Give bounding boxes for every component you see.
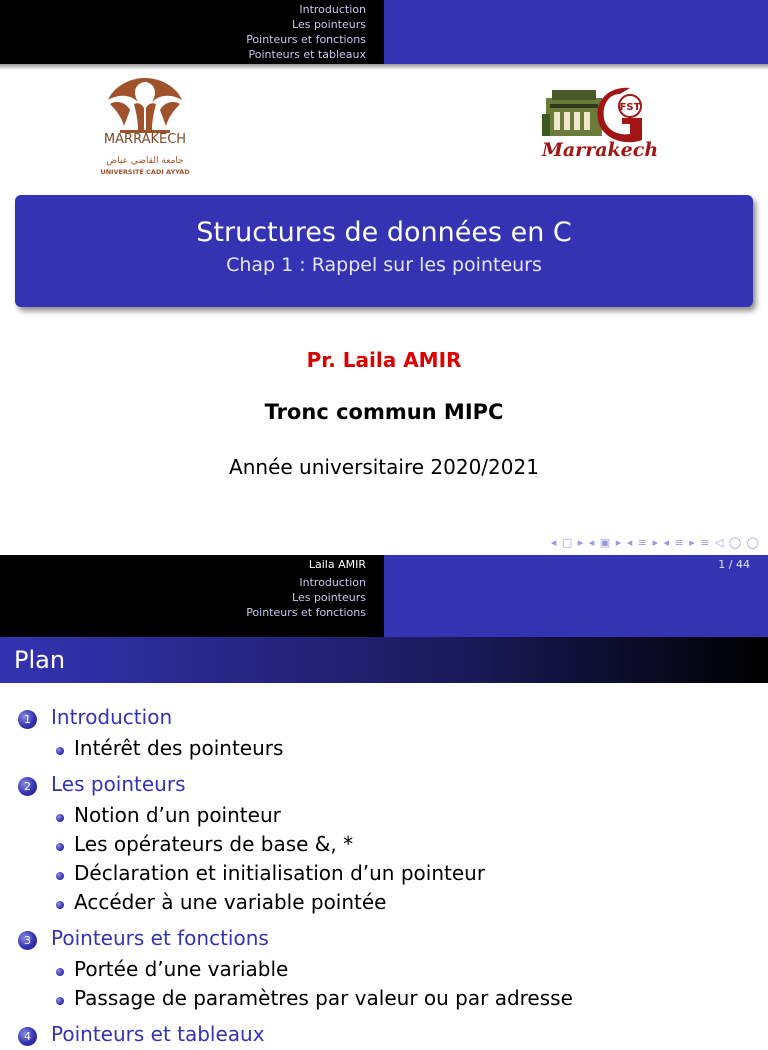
fst-logo	[538, 84, 662, 162]
toc-subsection[interactable]	[16, 954, 756, 983]
toc-subsection[interactable]	[16, 887, 756, 916]
toc-subsection-title: Déclaration et initialisation d’un pointeur	[74, 861, 486, 885]
toc-section[interactable]	[16, 924, 756, 954]
toc-subsection-title: Notion d’un pointeur	[74, 803, 281, 827]
presentation-title: Structures de données en C	[196, 217, 572, 248]
fst-building-icon	[538, 84, 662, 162]
svg-text:Marrakech: Marrakech	[541, 139, 659, 161]
table-of-contents	[16, 703, 756, 1050]
svg-text:MARRAKECH: MARRAKECH	[103, 132, 187, 147]
toc-subsection-title: Accéder à une variable pointée	[74, 890, 387, 914]
headline-shadow	[0, 64, 768, 70]
section-nav	[0, 555, 384, 619]
bullet-icon	[56, 901, 64, 909]
page-number: 1 / 44	[718, 558, 750, 571]
toc-section-title: Introduction	[51, 705, 173, 729]
toc-subsection-title: Passage de paramètres par valeur ou par adresse	[74, 986, 573, 1010]
bullet-icon	[56, 872, 64, 880]
toc-subsection[interactable]	[16, 800, 756, 829]
svg-text:جامعة القاضي عياض: جامعة القاضي عياض	[106, 156, 184, 166]
headline-right	[384, 555, 768, 639]
bullet-icon	[56, 843, 64, 851]
toc-subsection[interactable]	[16, 858, 756, 887]
plan-slide	[0, 555, 768, 1046]
bullet-icon	[56, 968, 64, 976]
headline-right	[384, 0, 768, 64]
svg-text:UNIVERSITÉ CADI AYYAD: UNIVERSITÉ CADI AYYAD	[100, 168, 190, 176]
frame-title-bar	[0, 637, 768, 683]
university-logo	[100, 74, 190, 178]
presentation-subtitle: Chap 1 : Rappel sur les pointeurs	[226, 254, 542, 276]
toc-section-title: Pointeurs et fonctions	[51, 926, 269, 950]
bullet-icon	[56, 747, 64, 755]
toc-section[interactable]	[16, 703, 756, 733]
bullet-icon	[56, 814, 64, 822]
toc-subsection-title: Les opérateurs de base &, *	[74, 832, 354, 856]
section-number-icon: 4	[18, 1027, 37, 1046]
nav-section-introduction[interactable]: Introduction	[299, 3, 366, 16]
nav-section-pointeurs[interactable]: Les pointeurs	[292, 591, 366, 604]
nav-section-tableaux[interactable]: Pointeurs et tableaux	[248, 48, 366, 61]
toc-subsection-title: Intérêt des pointeurs	[74, 736, 284, 760]
palm-emblem-icon	[100, 74, 190, 178]
nav-section-fonctions[interactable]: Pointeurs et fonctions	[246, 33, 366, 46]
toc-section-title: Pointeurs et tableaux	[51, 1022, 265, 1046]
frame-title: Plan	[14, 646, 66, 674]
toc-subsection[interactable]	[16, 733, 756, 762]
section-nav	[0, 0, 384, 64]
toc-subsection-title: Portée d’une variable	[74, 957, 289, 981]
bullet-icon	[56, 997, 64, 1005]
headline-bar	[0, 555, 768, 619]
svg-text:FST: FST	[619, 102, 641, 113]
toc-section[interactable]	[16, 1020, 756, 1050]
section-number-icon: 2	[18, 777, 37, 796]
academic-year: Année universitaire 2020/2021	[229, 455, 539, 479]
headline-bar	[0, 0, 768, 64]
section-number-icon: 1	[18, 710, 37, 729]
nav-section-introduction[interactable]: Introduction	[299, 576, 366, 589]
toc-section[interactable]	[16, 770, 756, 800]
toc-subsection[interactable]	[16, 829, 756, 858]
nav-section-fonctions[interactable]: Pointeurs et fonctions	[246, 606, 366, 619]
section-number-icon: 3	[18, 931, 37, 950]
toc-section-title: Les pointeurs	[51, 772, 186, 796]
headline-author: Laila AMIR	[308, 558, 366, 571]
title-box	[15, 195, 753, 307]
toc-subsection[interactable]	[16, 983, 756, 1012]
beamer-nav-symbols[interactable]: ◂ □ ▸ ◂ ▣ ▸ ◂ ≡ ▸ ◂ ≡ ▸ ≡ ◁ ◯ ◯	[550, 536, 760, 549]
headline-extension	[0, 619, 384, 639]
author-name: Pr. Laila AMIR	[306, 348, 462, 372]
nav-section-pointeurs[interactable]: Les pointeurs	[292, 18, 366, 31]
institute: Tronc commun MIPC	[264, 400, 504, 424]
